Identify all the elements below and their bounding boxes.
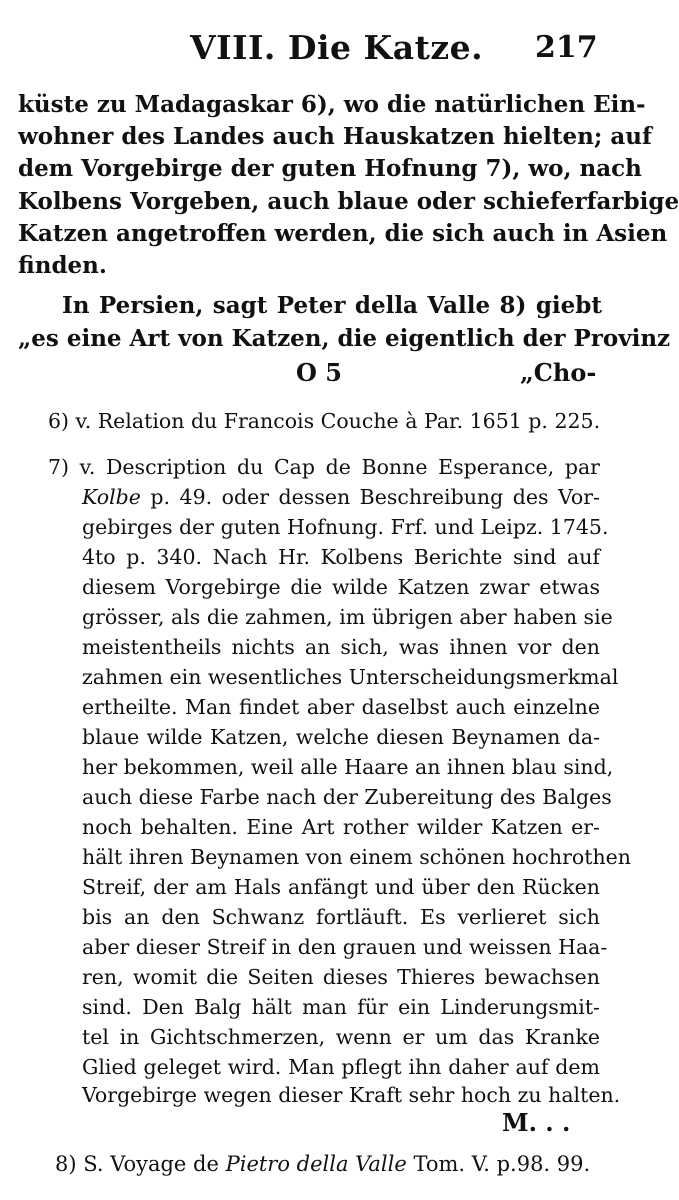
footnote-7-first-line: 7) v. Description du Cap de Bonne Esperance, par [48, 455, 600, 479]
footnote-7-line: diesem Vorgebirge die wilde Katzen zwar etwas [82, 575, 600, 599]
running-head: VIII. Die Katze. [190, 28, 484, 67]
body-line: Kolbens Vorgeben, auch blaue oder schieferfarbige [18, 188, 679, 215]
footnote-7-line: Vorgebirge wegen dieser Kraft sehr hoch zu halten. [82, 1083, 621, 1107]
body-line: Katzen angetroffen werden, die sich auch in Asien [18, 220, 668, 247]
body-line: dem Vorgebirge der guten Hofnung 7), wo, nach [18, 155, 642, 182]
footnote-7-line: ren, womit die Seiten dieses Thieres bewachsen [82, 965, 600, 989]
paragraph-first-line: In Persien, sagt Peter della Valle 8) giebt [62, 292, 602, 319]
footnote-7-line: grösser, als die zahmen, im übrigen aber haben sie [82, 605, 613, 629]
footnote-7-line: auch diese Farbe nach der Zubereitung des Balges [82, 785, 612, 809]
footnote-8-suffix: Tom. V. p.98. 99. [413, 1152, 591, 1176]
body-line: küste zu Madagaskar 6), wo die natürlichen Ein- [18, 91, 646, 118]
footnote-8 [55, 1152, 590, 1176]
body-line: „es eine Art von Katzen, die eigentlich der Provinz [18, 325, 671, 352]
footnote-7-line: aber dieser Streif in den grauen und weissen Haa- [82, 935, 608, 959]
page-number: 217 [535, 30, 598, 65]
footnote-7-line: Glied geleget wird. Man pflegt ihn daher auf dem [82, 1055, 600, 1079]
footnote-7-line: zahmen ein wesentliches Unterscheidungsmerkmal [82, 665, 619, 689]
body-line: finden. [18, 252, 107, 279]
footnote-7-line: meistentheils nichts an sich, was ihnen vor den [82, 635, 600, 659]
signature-mark: O 5 [296, 358, 342, 387]
body-line: wohner des Landes auch Hauskatzen hielten; auf [18, 123, 652, 150]
footnote-7-line: 4to p. 340. Nach Hr. Kolbens Berichte sind auf [82, 545, 600, 569]
footnote-7-line: her bekommen, weil alle Haare an ihnen blau sind, [82, 755, 614, 779]
footnote-7-line [82, 482, 600, 512]
footnote-7-line: blaue wilde Katzen, welche diesen Beynamen da- [82, 725, 600, 749]
footnote-7-line: ertheilte. Man findet aber daselbst auch einzelne [82, 695, 600, 719]
footnote-7-line: tel in Gichtschmerzen, wenn er um das Kranke [82, 1025, 600, 1049]
footnote-7-line: Streif, der am Hals anfängt und über den Rücken [82, 875, 600, 899]
footnote-7-line: hält ihren Beynamen von einem schönen hochrothen [82, 845, 632, 869]
footnote-7-line: noch behalten. Eine Art rother wilder Katzen er- [82, 815, 600, 839]
footnote-7-line: sind. Den Balg hält man für ein Linderungsmit- [82, 995, 600, 1019]
catchword: „Cho- [520, 358, 597, 387]
footnote-7-signature: M. . . [502, 1108, 571, 1137]
footnote-7-author: Kolbe [82, 485, 141, 509]
footnote-6: 6) v. Relation du Francois Couche à Par. 1651 p. 225. [48, 409, 601, 433]
footnote-7-line-text: p. 49. oder dessen Beschreibung des Vor- [150, 485, 600, 509]
footnote-7-line: gebirges der guten Hofnung. Frf. und Leipz. 1745. [82, 515, 609, 539]
footnote-8-prefix: 8) S. Voyage de [55, 1152, 219, 1176]
footnote-7-line: bis an den Schwanz fortläuft. Es verlieret sich [82, 905, 600, 929]
footnote-8-author: Pietro della Valle [225, 1152, 407, 1176]
